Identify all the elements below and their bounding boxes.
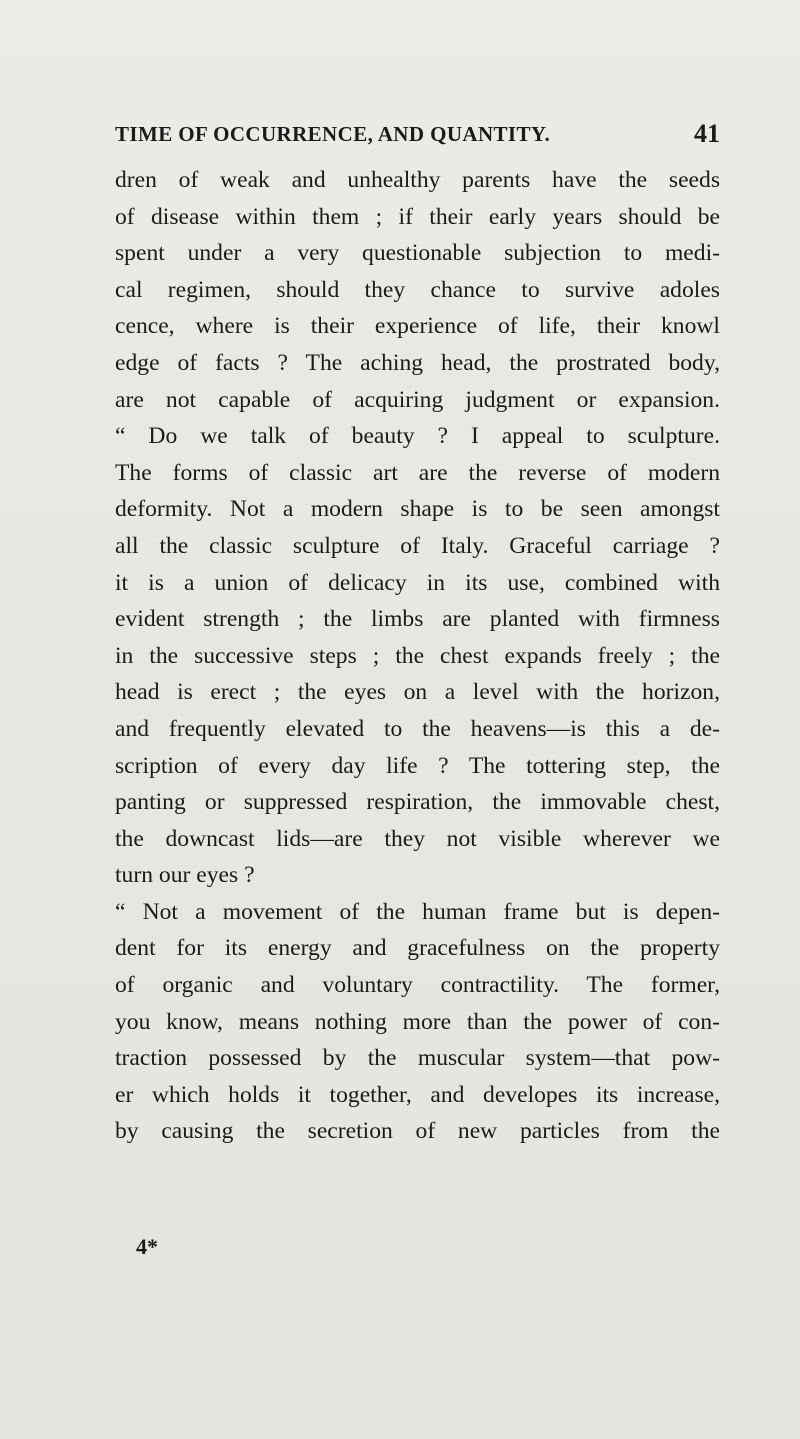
text-line: all the classic sculpture of Italy. Graceful carriage ?: [115, 532, 720, 559]
text-line: cence, where is their experience of life, their knowl: [115, 313, 720, 340]
text-line: dren of weak and unhealthy parents have the seeds: [115, 167, 720, 193]
text-line: head is erect ; the eyes on a level with the horizon,: [115, 679, 720, 706]
text-line: The forms of classic art are the reverse of modern: [115, 459, 720, 486]
signature-mark: 4*: [136, 1234, 158, 1259]
text-line: of disease within them ; if their early years should be: [115, 203, 720, 230]
text-line: of organic and voluntary contractility. The former,: [115, 972, 720, 999]
text-line: in the successive steps ; the chest expands freely ; the: [115, 642, 720, 669]
text-line: and frequently elevated to the heavens—is this a de-: [115, 715, 720, 742]
text-line: cal regimen, should they chance to survive adoles: [115, 276, 720, 303]
text-line: panting or suppressed respiration, the immovable chest,: [115, 789, 720, 816]
page-number: 41: [694, 119, 720, 148]
text-line: are not capable of acquiring judgment or expansion.: [115, 386, 720, 413]
running-title: TIME OF OCCURRENCE, AND QUANTITY.: [115, 122, 551, 146]
text-line: traction possessed by the muscular system—that pow-: [115, 1045, 720, 1072]
text-line: er which holds it together, and developes its increase,: [115, 1081, 720, 1108]
text-line: dent for its energy and gracefulness on the property: [115, 935, 720, 962]
running-head: [115, 118, 720, 150]
text-line: “ Do we talk of beauty ? I appeal to sculpture.: [115, 423, 720, 450]
text-line: evident strength ; the limbs are planted with firmness: [115, 606, 720, 633]
text-line: “ Not a movement of the human frame but is depen-: [115, 898, 720, 925]
text-line: spent under a very questionable subjection to medi-: [115, 240, 720, 267]
body-text: [115, 162, 720, 1150]
text-line: turn our eyes ?: [115, 862, 255, 889]
text-line: you know, means nothing more than the power of con-: [115, 1008, 720, 1035]
text-line: it is a union of delicacy in its use, combined with: [115, 569, 720, 596]
text-line: edge of facts ? The aching head, the prostrated body,: [115, 349, 720, 376]
text-line: deformity. Not a modern shape is to be seen amongst: [115, 496, 720, 523]
text-line: scription of every day life ? The tottering step, the: [115, 752, 720, 779]
text-line: by causing the secretion of new particles from the: [115, 1118, 720, 1145]
text-line: the downcast lids—are they not visible wherever we: [115, 825, 720, 852]
